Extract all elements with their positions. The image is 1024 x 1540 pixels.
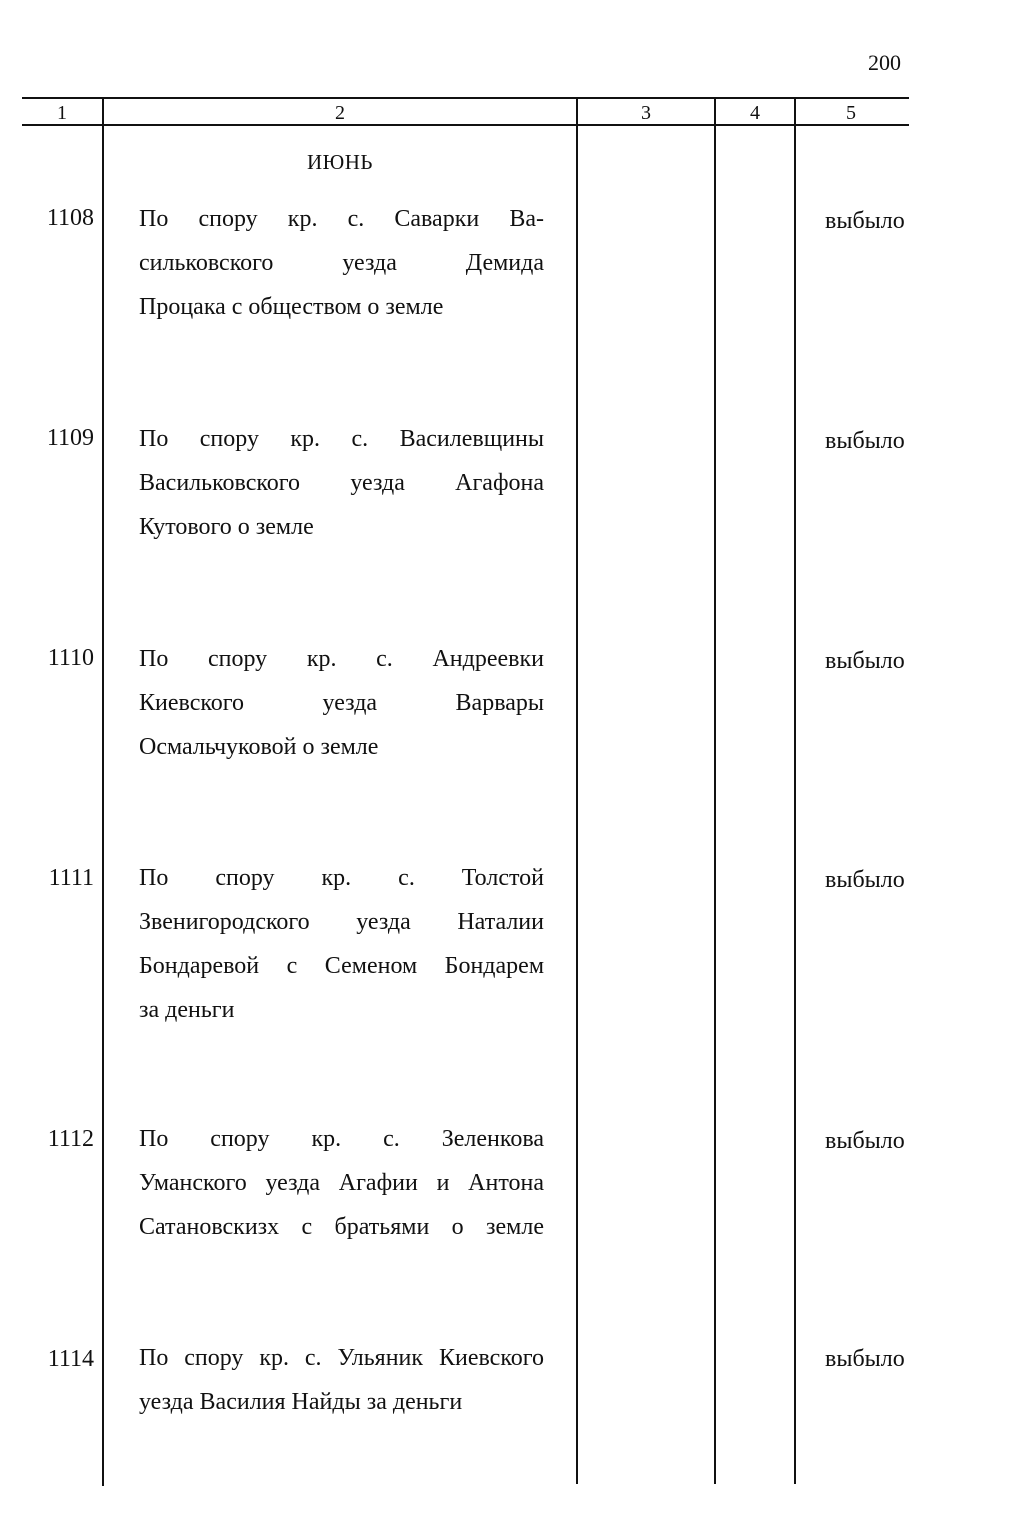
description-line: По спору кр. с. Толстой [139,865,544,891]
row-number: 1110 [47,645,94,671]
description-line: сильковского уезда Демида [139,250,544,276]
column-header-2: 2 [335,102,345,124]
column-header-5: 5 [846,102,856,124]
column-divider-4-5 [794,98,796,1484]
description-line: Киевского уезда Варвары [139,690,544,716]
column-divider-1-2 [102,98,104,1486]
description-line: Васильковского уезда Агафона [139,470,544,496]
column-header-4: 4 [750,102,760,124]
description-line: По спору кр. с. Саварки Ва- [139,206,544,232]
row-status: выбыло [825,428,905,454]
description-line: Осмальчуковой о земле [139,734,379,760]
description-line: Кутового о земле [139,514,314,540]
row-description [139,1336,544,1424]
row-description [139,637,544,769]
column-divider-3-4 [714,98,716,1484]
row-description [139,417,544,549]
row-description [139,856,544,1032]
row-status: выбыло [825,1346,905,1372]
row-number: 1112 [47,1126,94,1152]
column-header-1: 1 [57,102,67,124]
description-line: Процака с обществом о земле [139,294,444,320]
description-line: По спору кр. с. Андреевки [139,646,544,672]
description-line: за деньги [139,997,235,1023]
column-divider-2-3 [576,98,578,1484]
description-line: Звенигородского уезда Наталии [139,909,544,935]
description-line: По спору кр. с. Василевщины [139,426,544,452]
row-description [139,1117,544,1249]
row-status: выбыло [825,648,905,674]
row-description [139,197,544,329]
table-top-rule [22,97,909,99]
description-line: Уманского уезда Агафии и Антона [139,1170,544,1196]
row-status: выбыло [825,1128,905,1154]
description-line: По спору кр. с. Зеленкова [139,1126,544,1152]
row-number: 1109 [46,425,94,451]
row-status: выбыло [825,867,905,893]
description-line: уезда Василия Найды за деньги [139,1389,463,1415]
row-status: выбыло [825,208,905,234]
description-line: Бондаревой с Семеном Бондарем [139,953,544,979]
section-title-month: ИЮНЬ [307,150,373,174]
row-number: 1108 [46,205,94,231]
description-line: Сатановскизх с братьями о земле [139,1214,544,1240]
row-number: 1114 [47,1346,94,1372]
description-line: По спору кр. с. Ульяник Киевского [139,1345,544,1371]
row-number: 1111 [48,865,94,891]
page-number: 200 [868,50,901,75]
column-header-3: 3 [641,102,651,124]
